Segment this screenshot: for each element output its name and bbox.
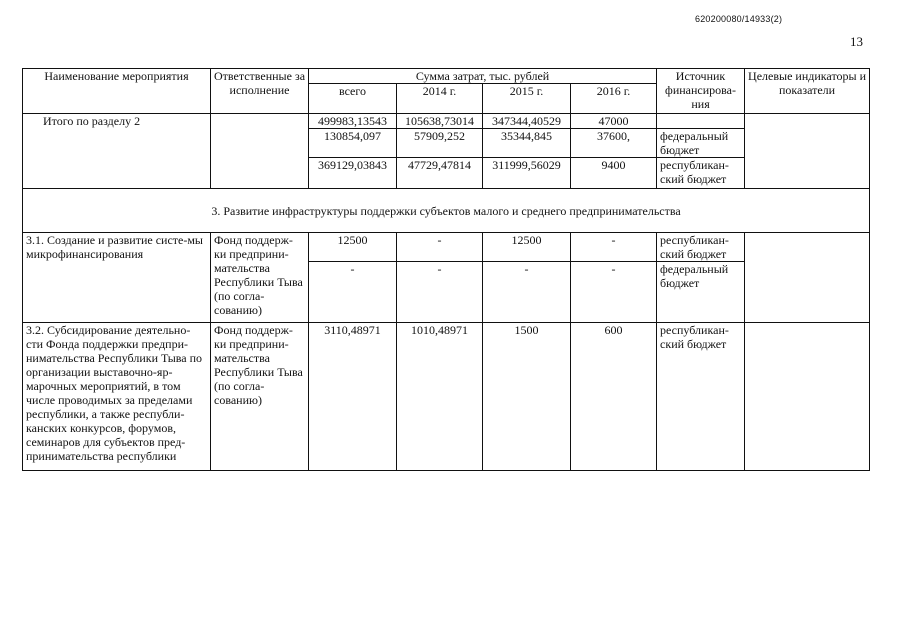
cell-2015: 12500 <box>483 233 571 262</box>
cell-total: 12500 <box>309 233 397 262</box>
header-name: Наименование мероприятия <box>23 69 211 114</box>
cell-2014: 57909,252 <box>397 129 483 158</box>
cell-source: республикан-ский бюджет <box>657 323 745 471</box>
cell-indicators <box>745 233 870 323</box>
page-number: 13 <box>850 34 863 49</box>
cell-source: федеральный бюджет <box>657 262 745 323</box>
cell-2015: 1500 <box>483 323 571 471</box>
table-row <box>23 114 870 129</box>
cell-indicators <box>745 323 870 471</box>
cell-2014: - <box>397 262 483 323</box>
cell-2015: 35344,845 <box>483 129 571 158</box>
item-3-2-responsible: Фонд поддерж-ки предприни-мательства Республики Тыва (по согла-сованию) <box>211 323 309 471</box>
header-2014: 2014 г. <box>397 84 483 114</box>
header-responsible: Ответственные за исполнение <box>211 69 309 114</box>
cell-2014: 47729,47814 <box>397 158 483 189</box>
cell-2016: 9400 <box>571 158 657 189</box>
cell-source: федеральный бюджет <box>657 129 745 158</box>
cell-2016: 600 <box>571 323 657 471</box>
cell-2016: - <box>571 233 657 262</box>
cell-total: - <box>309 262 397 323</box>
cell-2015: 347344,40529 <box>483 114 571 129</box>
table-row <box>23 233 870 262</box>
header-source: Источник финансирова-ния <box>657 69 745 114</box>
cell-source: республикан-ский бюджет <box>657 158 745 189</box>
item-3-2-name: 3.2. Субсидирование деятельно-сти Фонда поддержки предпри-нимательства Республики Тыва по организации выставочно-яр-марочных мероприятий, в том числе проводимых за пределами республики, а также республи-канских конкурсов, форумов, семинаров для субъектов пред-принимательства республики <box>23 323 211 471</box>
itogo-label: Итого по разделу 2 <box>23 114 211 189</box>
budget-table <box>22 68 870 471</box>
cell-total: 369129,03843 <box>309 158 397 189</box>
itogo-responsible <box>211 114 309 189</box>
cell-2014: - <box>397 233 483 262</box>
header-2015: 2015 г. <box>483 84 571 114</box>
cell-2014: 1010,48971 <box>397 323 483 471</box>
cell-source: республикан-ский бюджет <box>657 233 745 262</box>
header-sum: Сумма затрат, тыс. рублей <box>309 69 657 84</box>
cell-2015: 311999,56029 <box>483 158 571 189</box>
header-total: всего <box>309 84 397 114</box>
header-indicators: Целевые индикаторы и показатели <box>745 69 870 114</box>
cell-indicators <box>745 114 870 189</box>
cell-2016: 37600, <box>571 129 657 158</box>
document-id: 620200080/14933(2) <box>695 14 783 24</box>
item-3-1-responsible: Фонд поддерж-ки предприни-мательства Республики Тыва (по согла-сованию) <box>211 233 309 323</box>
item-3-1-name: 3.1. Создание и развитие систе-мы микрофинансирования <box>23 233 211 323</box>
cell-total: 130854,097 <box>309 129 397 158</box>
cell-total: 499983,13543 <box>309 114 397 129</box>
table-row <box>23 323 870 471</box>
cell-2014: 105638,73014 <box>397 114 483 129</box>
header-2016: 2016 г. <box>571 84 657 114</box>
cell-2015: - <box>483 262 571 323</box>
cell-total: 3110,48971 <box>309 323 397 471</box>
cell-2016: 47000 <box>571 114 657 129</box>
section-3-title: 3. Развитие инфраструктуры поддержки субъектов малого и среднего предпринимательства <box>23 189 870 233</box>
cell-source <box>657 114 745 129</box>
cell-2016: - <box>571 262 657 323</box>
